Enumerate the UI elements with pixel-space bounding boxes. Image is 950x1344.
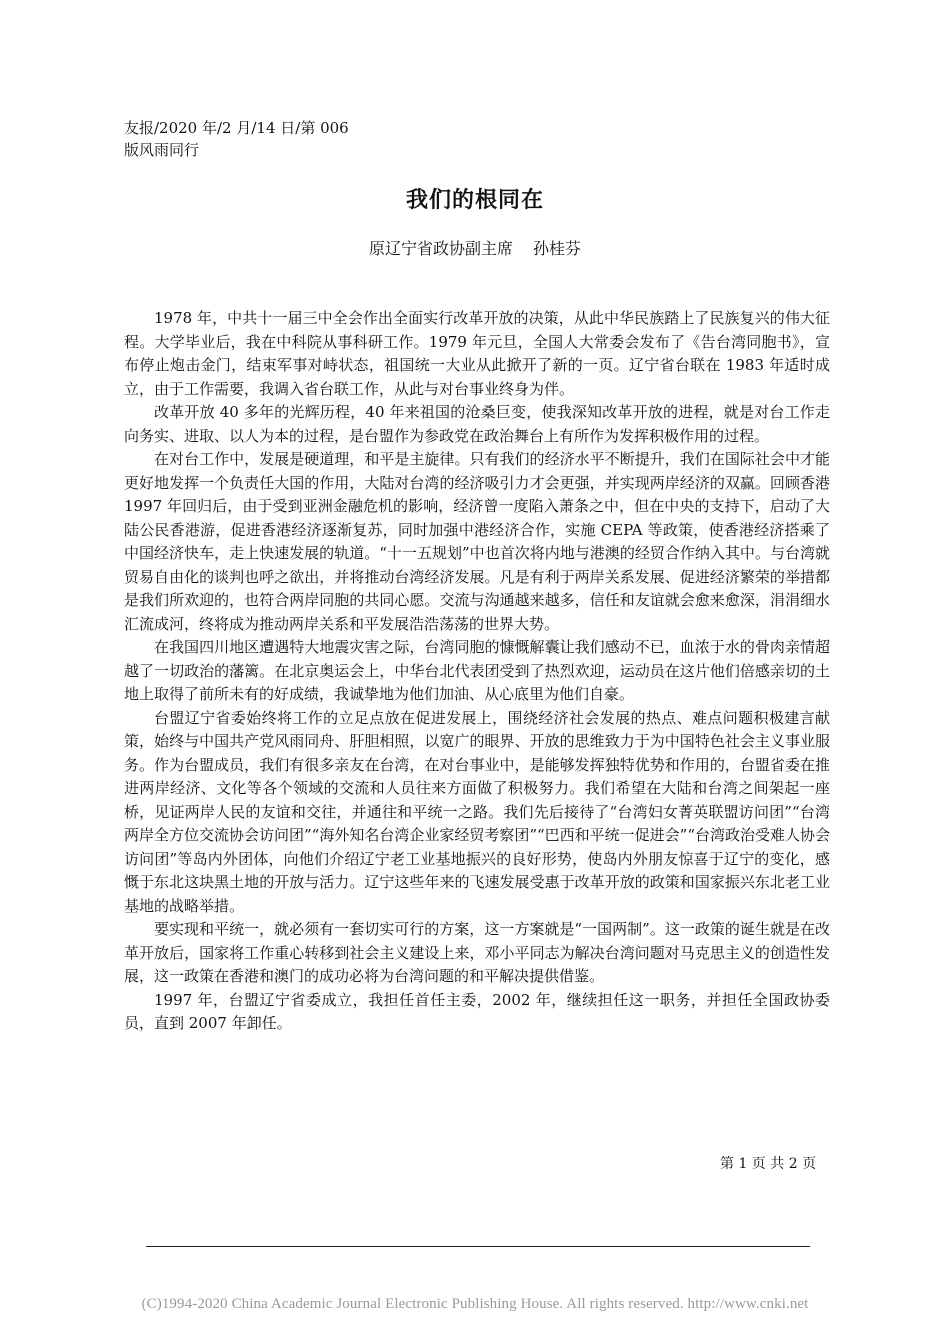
copyright-notice: (C)1994-2020 China Academic Journal Electronic Publishing House. All rights reserved. http://www.cnki.net [141, 1296, 809, 1312]
paragraph: 在我国四川地区遭遇特大地震灾害之际，台湾同胞的慷慨解囊让我们感动不已，血浓于水的骨肉亲情超越了一切政治的藩篱。在北京奥运会上，中华台北代表团受到了热烈欢迎，运动员在这片他们倍感亲切的土地上取得了前所未有的好成绩，我诚挚地为他们加油、从心底里为他们自豪。 [124, 638, 830, 703]
paragraph: 改革开放 40 多年的光辉历程，40 年来祖国的沧桑巨变，使我深知改革开放的进程，就是对台工作走向务实、进取、以人为本的过程，是台盟作为参政党在政治舞台上有所作为发挥积极作用的过程。 [124, 403, 830, 445]
footer-divider [146, 1246, 810, 1247]
paragraph: 台盟辽宁省委始终将工作的立足点放在促进发展上，围绕经济社会发展的热点、难点问题积极建言献策，始终与中国共产党风雨同舟、肝胆相照，以宽广的眼界、开放的思维致力于为中国特色社会主义事业服务。作为台盟成员，我们有很多亲友在台湾，在对台事业中，是能够发挥独特优势和作用的，台盟省委在推进两岸经济、文化等各个领域的交流和人员往来方面做了积极努力。我们希望在大陆和台湾之间架起一座桥，见证两岸人民的友谊和交往，并通往和平统一之路。我们先后接待了“台湾妇女菁英联盟访问团”“台湾两岸全方位交流协会访问团”“海外知名台湾企业家经贸考察团”“巴西和平统一促进会”“台湾政治受难人协会访问团”等岛内外团体，向他们介绍辽宁老工业基地振兴的良好形势，使岛内外朋友惊喜于辽宁的变化，感慨于东北这块黑土地的开放与活力。辽宁这些年来的飞速发展受惠于改革开放的政策和国家振兴东北老工业基地的战略举措。 [124, 708, 831, 915]
page-number: 第 1 页 共 2 页 [720, 1156, 817, 1172]
source-line: 友报/2020 年/2 月/14 日/第 006 [124, 119, 349, 137]
article-title: 我们的根同在 [405, 187, 544, 213]
source-metadata [124, 117, 544, 161]
author-title: 原辽宁省政协副主席 [368, 239, 513, 258]
article-body [124, 307, 830, 1036]
author-name: 孙桂芬 [533, 239, 582, 258]
byline [0, 236, 950, 259]
paragraph: 要实现和平统一，就必须有一套切实可行的方案，这一方案就是“一国两制”。这一政策的诞生就是在改革开放后，国家将工作重心转移到社会主义建设上来，邓小平同志为解决台湾问题对马克思主义的创造性发展，这一政策在香港和澳门的成功必将为台湾问题的和平解决提供借鉴。 [124, 920, 830, 985]
paragraph: 1997 年，台盟辽宁省委成立，我担任首任主委，2002 年，继续担任这一职务，并担任全国政协委员，直到 2007 年卸任。 [124, 990, 830, 1032]
paragraph: 1978 年，中共十一届三中全会作出全面实行改革开放的决策，从此中华民族踏上了民族复兴的伟大征程。大学毕业后，我在中科院从事科研工作。1979 年元旦，全国人大常委会发布了《告台湾同胞书》，宣布停止炮击金门，结束军事对峙状态，祖国统一大业从此掀开了新的一页。辽宁省台联在 1983 年适时成立，由于工作需要，我调入省台联工作，从此与对台事业终身为伴。 [124, 309, 830, 398]
column-line: 版风雨同行 [124, 141, 200, 159]
paragraph: 在对台工作中，发展是硬道理，和平是主旋律。只有我们的经济水平不断提升，我们在国际社会中才能更好地发挥一个负责任大国的作用，大陆对台湾的经济吸引力才会更强，并实现两岸经济的双赢。回顾香港 1997 年回归后，由于受到亚洲金融危机的影响，经济曾一度陷入萧条之中，但在中央的支持下，启动了大陆公民香港游，促进香港经济逐渐复苏，同时加强中港经济合作，实施 CEPA 等政策，使香港经济搭乘了中国经济快车，走上快速发展的轨道。“十一五规划”中也首次将内地与港澳的经贸合作纳入其中。与台湾就贸易自由化的谈判也呼之欲出，并将推动台湾经济发展。凡是有利于两岸关系发展、促进经济繁荣的举措都是我们所欢迎的，也符合两岸同胞的共同心愿。交流与沟通越来越多，信任和友谊就会愈来愈深，涓涓细水汇流成河，终将成为推动两岸关系和平发展浩浩荡荡的世界大势。 [124, 450, 830, 633]
